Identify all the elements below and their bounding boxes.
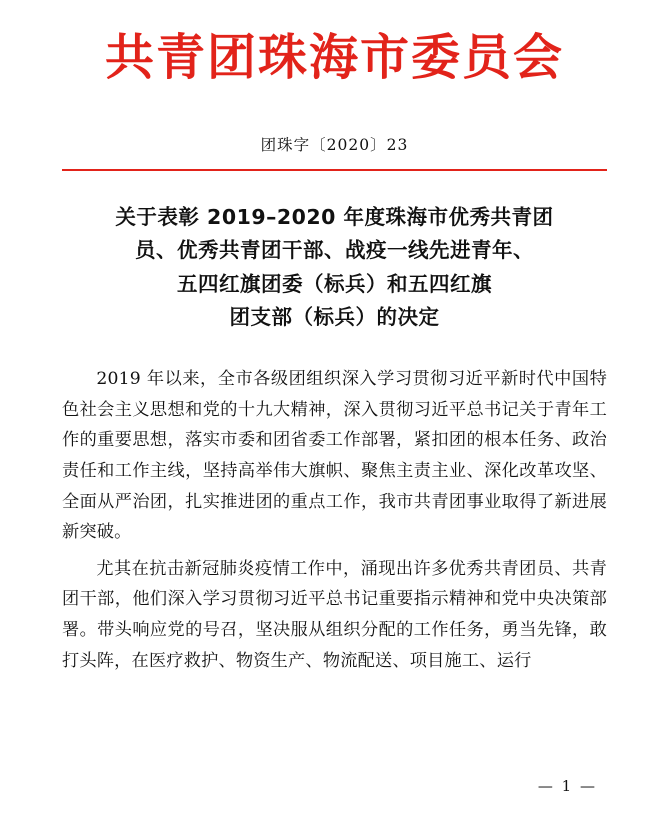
title-line-1: 关于表彰 2019–2020 年度珠海市优秀共青团 bbox=[115, 205, 554, 230]
title-line-3: 五四红旗团委（标兵）和五四红旗 bbox=[177, 271, 492, 296]
document-number: 团珠字〔2020〕23 bbox=[260, 135, 409, 154]
document-body bbox=[62, 364, 607, 676]
title-line-2: 员、优秀共青团干部、战疫一线先进青年、 bbox=[135, 238, 534, 263]
title-line-4: 团支部（标兵）的决定 bbox=[229, 304, 440, 329]
red-divider-rule bbox=[62, 169, 607, 172]
body-paragraph-2: 尤其在抗击新冠肺炎疫情工作中，涌现出许多优秀共青团员、共青团干部，他们深入学习贯彻习近平总书记重要指示精神和党中央决策部署。带头响应党的号召，坚决服从组织分配的工作任务，勇当先锋，敢打头阵，在医疗救护、物资生产、物流配送、项目施工、运行 bbox=[62, 558, 607, 671]
letterhead-title: 共青团珠海市委员会 bbox=[104, 29, 564, 86]
page-title bbox=[80, 201, 589, 334]
page-number: — 1 — bbox=[537, 777, 597, 795]
body-paragraph-1: 2019 年以来，全市各级团组织深入学习贯彻习近平新时代中国特色社会主义思想和党的十九大精神，深入贯彻习近平总书记关于青年工作的重要思想，落实市委和团省委工作部署，紧扣团的根本任务、政治责任和工作主线，坚持高举伟大旗帜、聚焦主责主业、深化改革攻坚、全面从严治团，扎实推进团的重点工作，我市共青团事业取得了新进展新突破。 bbox=[62, 369, 607, 543]
